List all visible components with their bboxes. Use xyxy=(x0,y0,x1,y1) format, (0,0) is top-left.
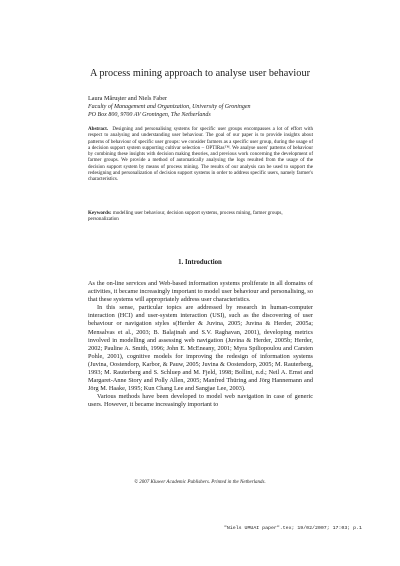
affiliation-line-1: Faculty of Management and Organization, University of Groningen xyxy=(88,104,251,110)
keywords-block xyxy=(88,210,313,223)
author-line: Laura Măruşter and Niels Faber xyxy=(88,95,168,102)
paper-title: A process mining approach to analyse user behaviour xyxy=(89,68,311,79)
keywords-text: modelling user behaviour, decision support systems, process mining, farmer groups, personalization xyxy=(88,210,283,223)
copyright-notice: © 2007 Kluwer Academic Publishers. Printed in the Netherlands. xyxy=(134,480,266,485)
body-text xyxy=(88,280,313,410)
abstract-label: Abstract. xyxy=(88,126,109,132)
section-heading: 1. Introduction xyxy=(178,259,222,266)
paragraph: In this sense, particular topics are addressed by research in human-computer interaction (HCI) and user-system interaction (USI), such as the discovering of user behaviour or navigation styles s(Herder & Juvina, 2005; Juvina & Herder, 2005a; Mensalvas et al., 2003; B. Balajinah and S.V. Raghavan, 2001), developing metrics involved in modelling and assessing web navigation (Juvina & Herder, 2005b; Herder, 2002; Pauline A. Smith, 1996; John E. McEneany, 2001; Myra Spiliopoulou and Carsten Pohle, 2001), cognitive models for improving the redesign of information systems (Juvina, Oostendorp, Karbor, & Pauw, 2005; Juvina & Oostendorp, 2005; M. Rauterberg, 1993; M. Rauterberg and S. Schluep and M. Fjeld, 1998; Bollini, n.d.; Neil A. Ernst and Margaret-Anne Story and Polly Allen, 2005; Manfred Thüring and Jörg Hannemann and Jörg M. Haake, 1995; Kun Chang Lee and Sangjae Lee, 2003). xyxy=(88,304,313,393)
affiliation-line-2: PO Box 800, 9700 AV Groningen, The Netherlands xyxy=(88,111,211,118)
page-footer: "Niels UMUAI paper".tex; 19/02/2007; 17:03; p.1 xyxy=(224,526,362,531)
abstract-text: Designing and personalising systems for specific user groups encompasses a lot of effort with respect to analysing and understanding user behaviour. The goal of our paper is to provide insights about patterns of behaviour of specific user groups: we consider farmers as a specific user group, during the usage of a decision support system supporting cultivar selection – OPTIRas™. We analyse users' patterns of behaviour by combining these insights with decision making theories, and previous work concerning the development of farmer groups. We provide a method of automatically analysing the logs resulted from the usage of the decision support system by means of process mining. The results of our analysis can be used to support the redesigning and personalization of decision support systems in order to address specific users, namely farmer's characteristics. xyxy=(88,126,313,182)
paragraph: Various methods have been developed to model web navigation in case of generic users. However, it became increasingly important to xyxy=(88,393,313,409)
affiliation xyxy=(88,104,251,119)
abstract-block xyxy=(88,126,313,182)
keywords-label: Keywords: xyxy=(88,210,112,216)
paragraph: As the on-line services and Web-based information systems proliferate in all domains of activities, it became increasingly important to model user behaviour and personalising, so that these systems will appropriately address user characteristics. xyxy=(88,280,313,304)
